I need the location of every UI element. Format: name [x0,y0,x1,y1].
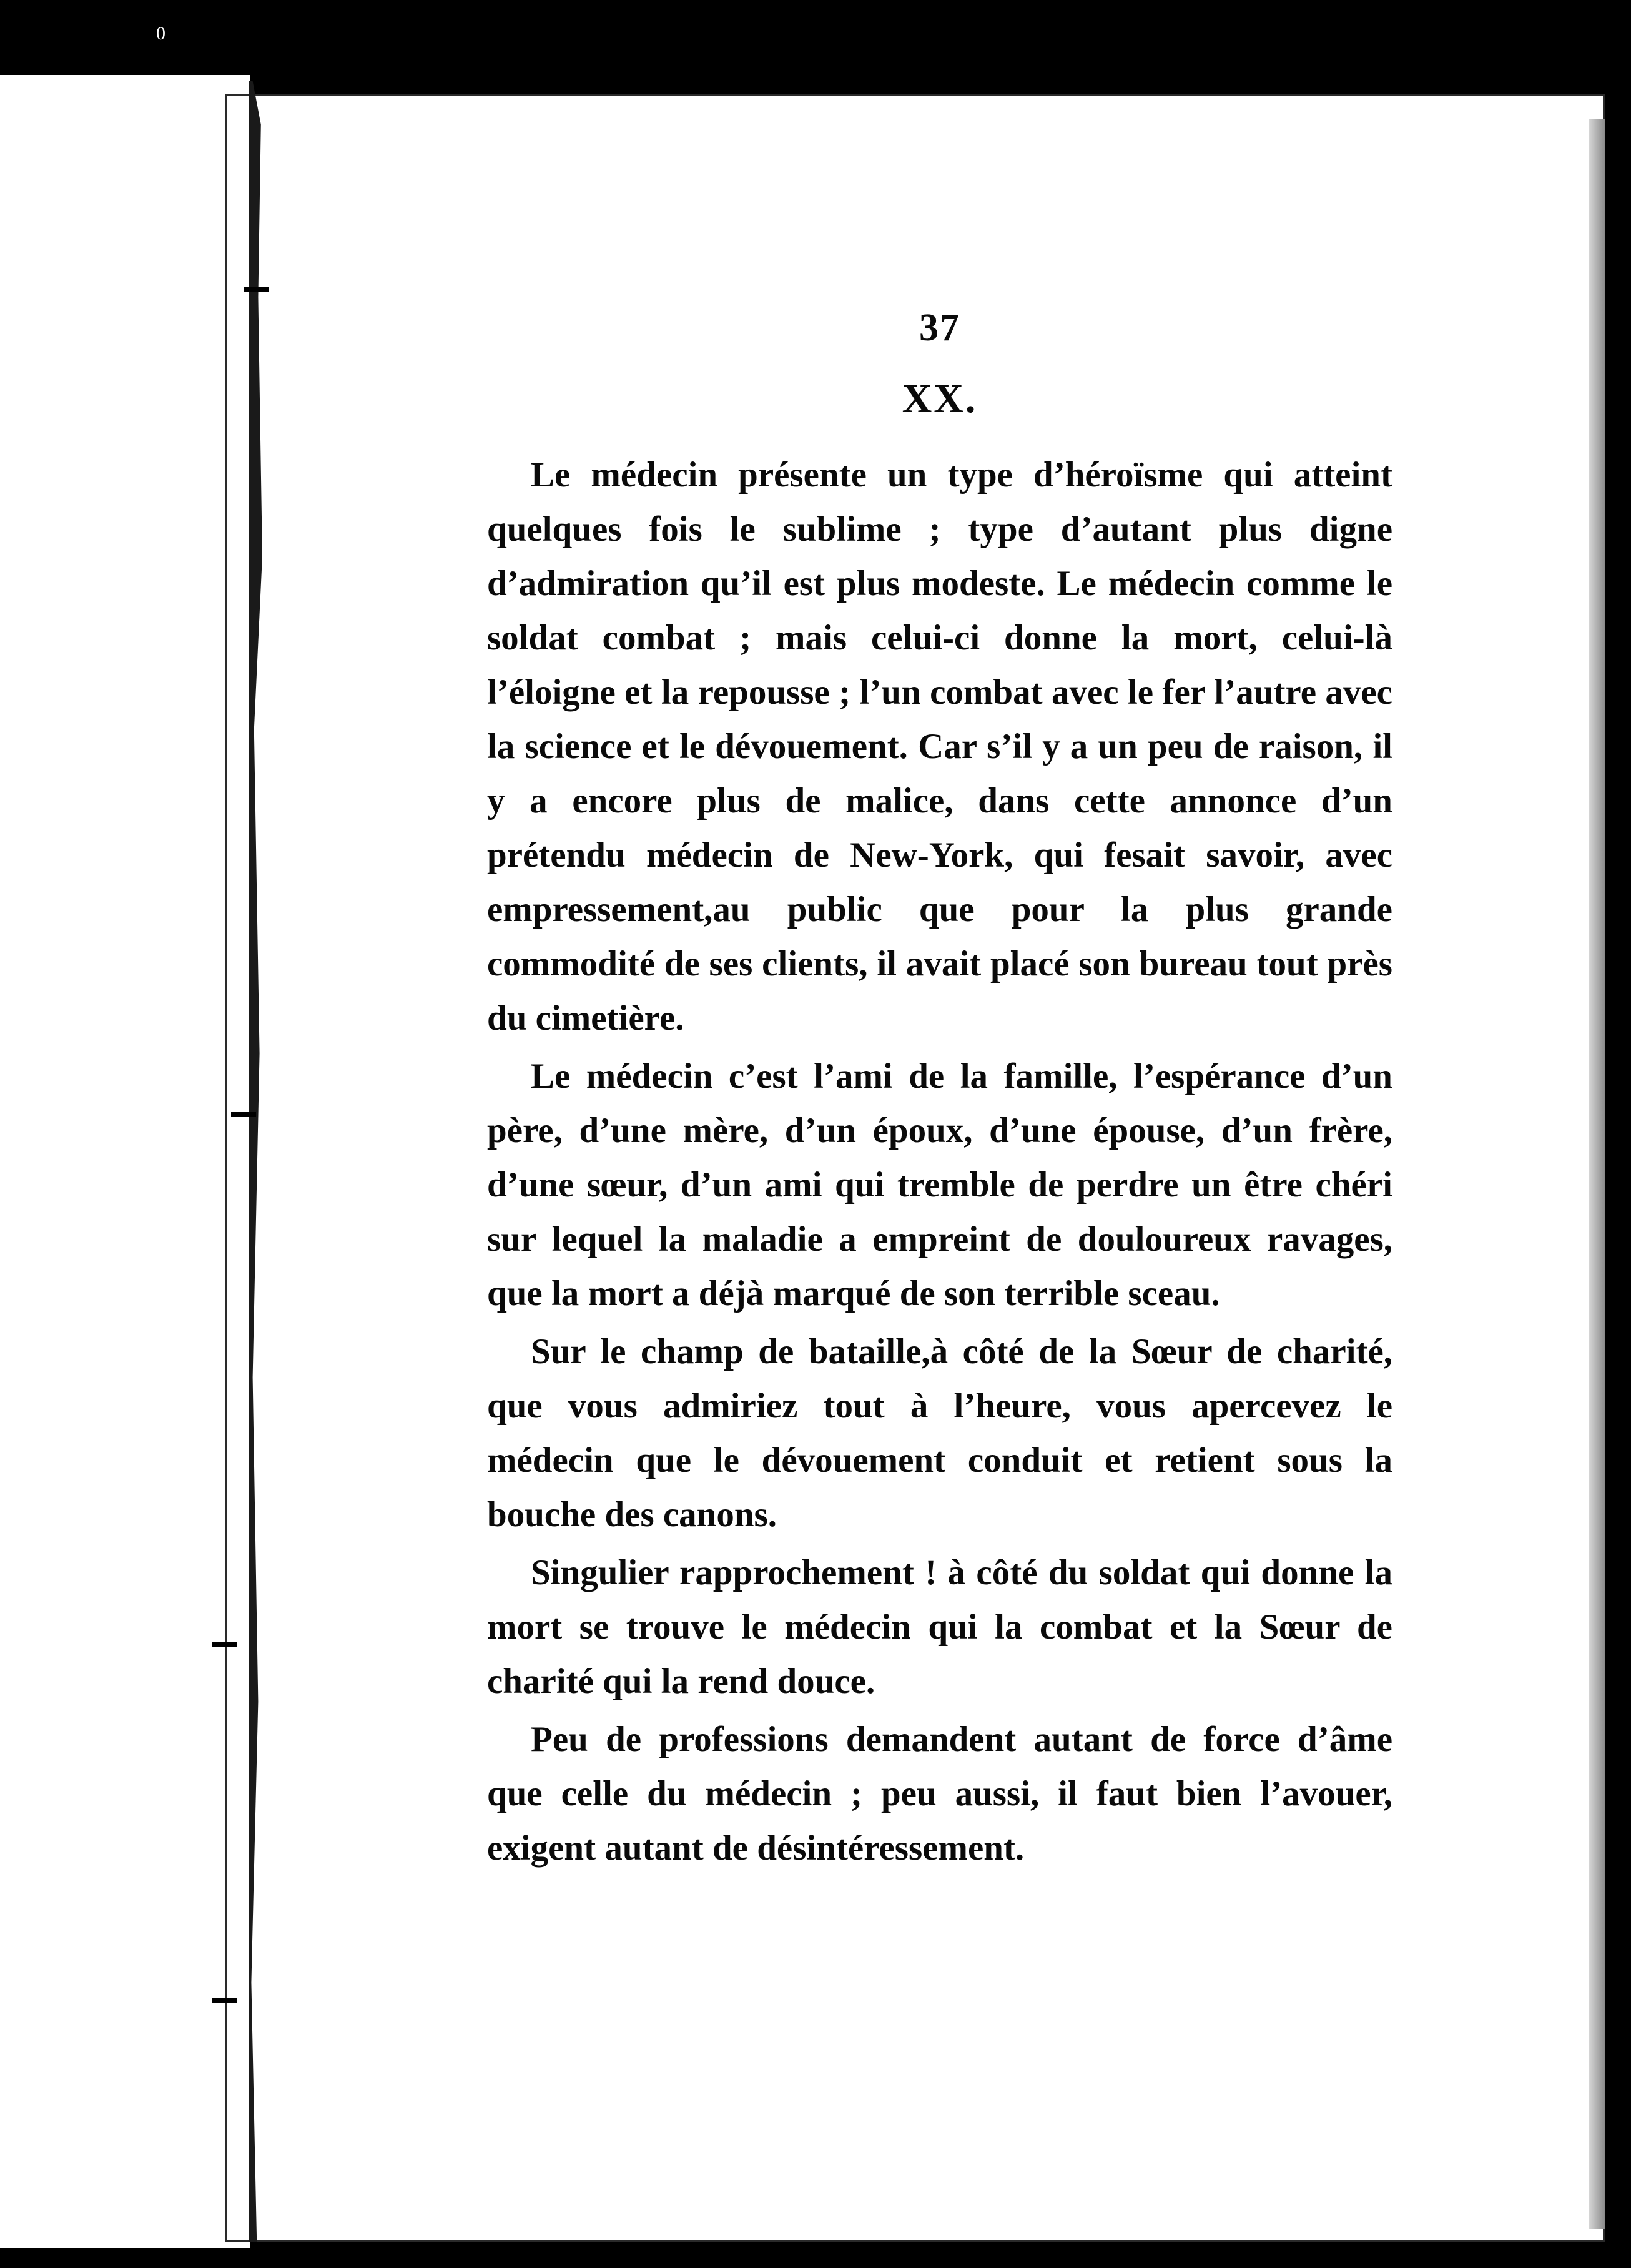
paragraph-1: Le médecin présente un type d’héroïsme qui atteint quelques fois le sublime ; type d’autant plus digne d’admiration qu’il est plus modeste. Le médecin comme le soldat combat ; mais celui-ci donne la mort, celui-là l’éloigne et la repousse ; l’un combat avec le fer l’autre avec la science et le dévouement. Car s’il y a un peu de raison, il y a encore plus de malice, dans cette annonce d’un prétendu médecin de New-York, qui fesait savoir, avec empressement,au public que pour la plus grande commodité de ses clients, il avait placé son bureau tout près du cimetière. [487,455,1392,1038]
paragraph-5: Peu de professions demandent autant de force d’âme que celle du médecin ; peu aussi, il faut bien l’avouer, exigent autant de désintéressement. [487,1720,1392,1868]
binding-tick [231,1112,256,1117]
binding-tick [244,287,269,292]
binding-tick [212,1998,237,2003]
section-heading: XX. [902,376,978,422]
page-edge-shadow [1589,119,1605,2229]
book-page [225,94,1605,2242]
corner-mark: 0 [156,23,165,44]
paragraph-3: Sur le champ de bataille,à côté de la Sœur de charité, que vous admiriez tout à l’heure, vous apercevez le médecin que le dévouement conduit et retient sous la bouche des canons. [487,1332,1392,1534]
facing-page-edge [0,75,250,2248]
paragraph-4: Singulier rapprochement ! à côté du soldat qui donne la mort se trouve le médecin qui la combat et la Sœur de charité qui la rend douce. [487,1553,1392,1701]
paragraph-2: Le médecin c’est l’ami de la famille, l’espérance d’un père, d’une mère, d’un époux, d’une épouse, d’un frère, d’une sœur, d’un ami qui tremble de perdre un être chéri sur lequel la maladie a empreint de douloureux ravages, que la mort a déjà marqué de son terrible sceau. [487,1057,1392,1313]
binding-tick [212,1642,237,1647]
page-text-block [487,306,1392,1879]
page-number: 37 [919,307,960,349]
